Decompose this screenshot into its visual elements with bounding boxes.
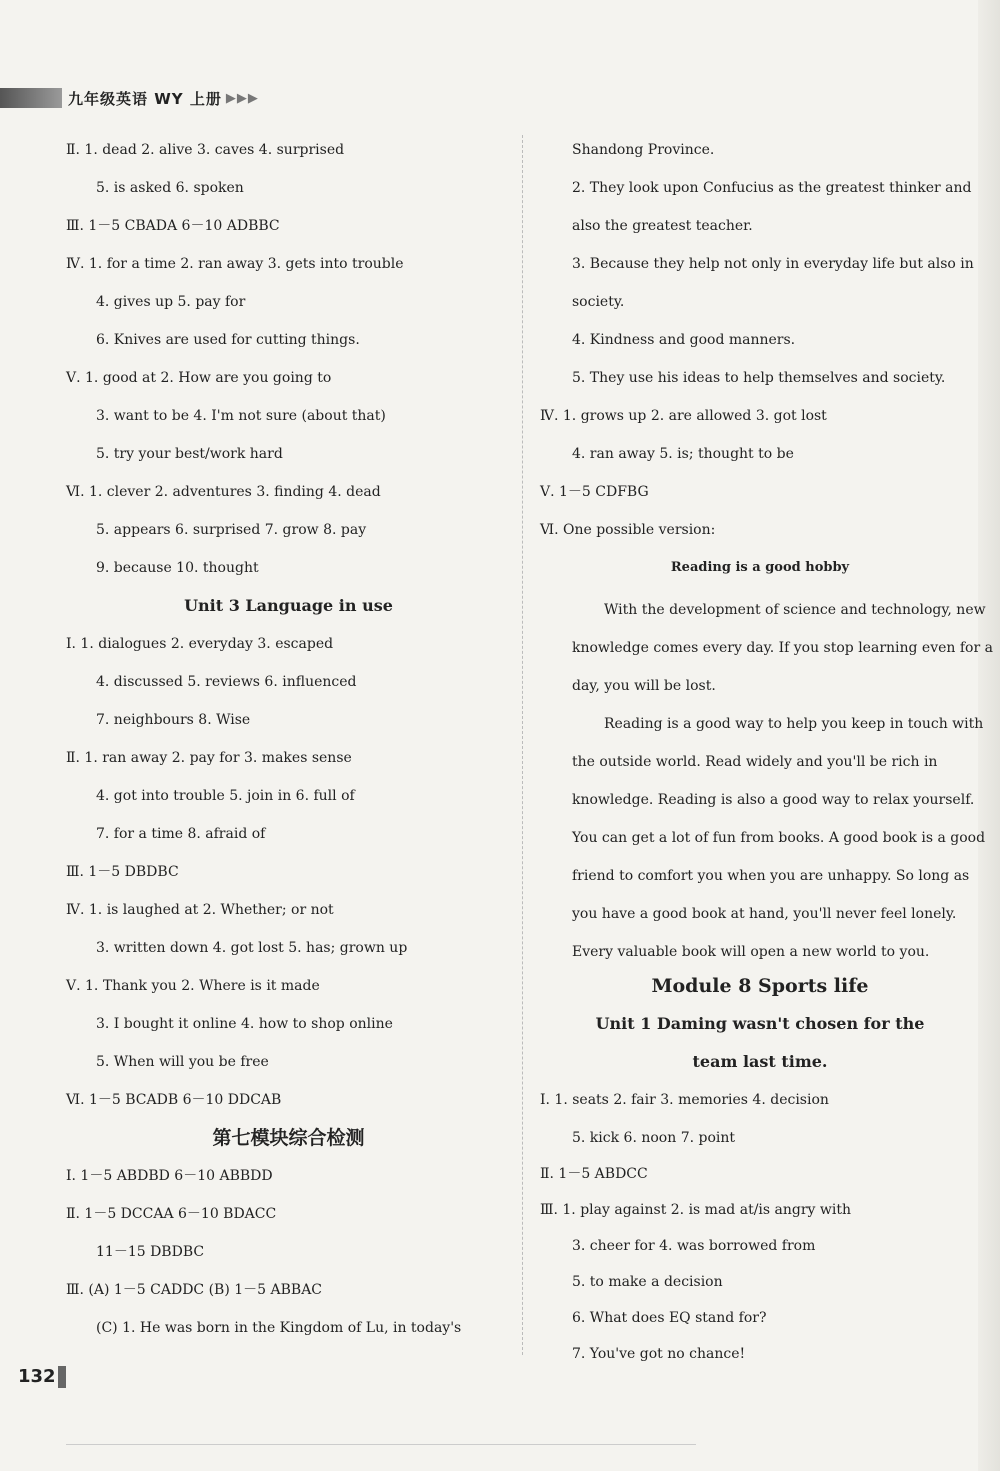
answer-line: Ⅲ. 1－5 DBDBC bbox=[66, 864, 179, 880]
right-column bbox=[540, 135, 993, 1375]
answer-line: Ⅰ. 1－5 ABDBD 6－10 ABBDD bbox=[66, 1168, 273, 1184]
answer-line: Ⅵ. One possible version: bbox=[540, 522, 716, 538]
answer-line: 5. When will you be free bbox=[96, 1054, 269, 1070]
essay-line: knowledge comes every day. If you stop learning even for a bbox=[572, 640, 993, 656]
page-number bbox=[18, 1366, 66, 1388]
answer-line: Ⅳ. 1. is laughed at 2. Whether; or not bbox=[66, 902, 334, 918]
header-arrows-icon: ▶▶▶ bbox=[225, 90, 259, 106]
essay-line: You can get a lot of fun from books. A good book is a good bbox=[572, 830, 986, 846]
answer-line: 5. They use his ideas to help themselves and society. bbox=[572, 370, 946, 386]
answer-line: 3. I bought it online 4. how to shop online bbox=[96, 1016, 393, 1032]
unit-heading-cont: team last time. bbox=[692, 1052, 828, 1071]
left-column bbox=[66, 135, 511, 1351]
page-header bbox=[0, 86, 300, 110]
answer-line: (C) 1. He was born in the Kingdom of Lu, in today's bbox=[96, 1320, 462, 1336]
module-heading: Module 8 Sports life bbox=[651, 975, 869, 997]
answer-line: Ⅱ. 1. ran away 2. pay for 3. makes sense bbox=[66, 750, 352, 766]
bottom-rule bbox=[66, 1444, 696, 1445]
answer-line: 7. You've got no chance! bbox=[572, 1346, 746, 1362]
page-tab-marker bbox=[58, 1366, 66, 1388]
answer-line: 4. gives up 5. pay for bbox=[96, 294, 246, 310]
answer-line: 5. appears 6. surprised 7. grow 8. pay bbox=[96, 522, 367, 538]
page-number-text: 132 bbox=[18, 1366, 56, 1387]
answer-line: Ⅱ. 1－5 DCCAA 6－10 BDACC bbox=[66, 1206, 277, 1222]
essay-title: Reading is a good hobby bbox=[670, 560, 850, 575]
essay-line: Reading is a good way to help you keep in touch with bbox=[604, 716, 984, 732]
answer-line: Ⅴ. 1. Thank you 2. Where is it made bbox=[66, 978, 320, 994]
answer-line: Ⅲ. 1－5 CBADA 6－10 ADBBC bbox=[66, 218, 280, 234]
answer-line: society. bbox=[572, 294, 625, 310]
answer-line: Ⅲ. (A) 1－5 CADDC (B) 1－5 ABBAC bbox=[66, 1282, 323, 1298]
answer-line: 11－15 DBDBC bbox=[96, 1244, 205, 1260]
answer-line: 6. Knives are used for cutting things. bbox=[96, 332, 360, 348]
answer-line: 3. Because they help not only in everyday life but also in bbox=[572, 256, 974, 272]
answer-line: Ⅳ. 1. grows up 2. are allowed 3. got lost bbox=[540, 408, 827, 424]
essay-line: Every valuable book will open a new world to you. bbox=[572, 944, 930, 960]
answer-line: Ⅲ. 1. play against 2. is mad at/is angry with bbox=[540, 1202, 852, 1218]
answer-line: Ⅵ. 1－5 BCADB 6－10 DDCAB bbox=[66, 1092, 282, 1108]
essay-line: you have a good book at hand, you'll never feel lonely. bbox=[572, 906, 957, 922]
answer-line: 7. neighbours 8. Wise bbox=[96, 712, 251, 728]
column-divider bbox=[522, 135, 523, 1355]
answer-line: 3. cheer for 4. was borrowed from bbox=[572, 1238, 816, 1254]
section-heading: 第七模块综合检测 bbox=[212, 1127, 365, 1149]
answer-line: 5. to make a decision bbox=[572, 1274, 723, 1290]
answer-line: 5. try your best/work hard bbox=[96, 446, 283, 462]
essay-line: day, you will be lost. bbox=[572, 678, 716, 694]
answer-line: Ⅴ. 1－5 CDFBG bbox=[540, 484, 649, 500]
answer-line: Ⅱ. 1－5 ABDCC bbox=[540, 1166, 648, 1182]
unit-heading: Unit 1 Daming wasn't chosen for the bbox=[595, 1014, 925, 1033]
answer-line: 9. because 10. thought bbox=[96, 560, 259, 576]
answer-line: 4. ran away 5. is; thought to be bbox=[572, 446, 794, 462]
answer-line: Shandong Province. bbox=[572, 142, 715, 158]
answer-line: 5. kick 6. noon 7. point bbox=[572, 1130, 736, 1146]
answer-line: Ⅰ. 1. dialogues 2. everyday 3. escaped bbox=[66, 636, 334, 652]
answer-line: Ⅱ. 1. dead 2. alive 3. caves 4. surprised bbox=[66, 142, 345, 158]
answer-line: 4. discussed 5. reviews 6. influenced bbox=[96, 674, 357, 690]
answer-line: 3. want to be 4. I'm not sure (about that) bbox=[96, 408, 386, 424]
essay-line: friend to comfort you when you are unhappy. So long as bbox=[572, 868, 970, 884]
answer-line: also the greatest teacher. bbox=[572, 218, 753, 234]
essay-line: With the development of science and technology, new bbox=[604, 602, 986, 618]
header-title: 九年级英语 WY 上册 bbox=[68, 89, 222, 108]
answer-line: Ⅵ. 1. clever 2. adventures 3. finding 4. dead bbox=[66, 484, 381, 500]
answer-line: 3. written down 4. got lost 5. has; grown up bbox=[96, 940, 408, 956]
section-heading: Unit 3 Language in use bbox=[184, 596, 393, 615]
answer-line: Ⅰ. 1. seats 2. fair 3. memories 4. decision bbox=[540, 1092, 829, 1108]
essay-line: the outside world. Read widely and you'll be rich in bbox=[572, 754, 938, 770]
header-bar bbox=[0, 88, 62, 108]
answer-line: 5. is asked 6. spoken bbox=[96, 180, 244, 196]
answer-line: 2. They look upon Confucius as the greatest thinker and bbox=[572, 180, 972, 196]
answer-line: 7. for a time 8. afraid of bbox=[96, 826, 266, 842]
essay-line: knowledge. Reading is also a good way to relax yourself. bbox=[572, 792, 975, 808]
answer-line: 4. got into trouble 5. join in 6. full of bbox=[96, 788, 355, 804]
answer-line: Ⅴ. 1. good at 2. How are you going to bbox=[66, 370, 332, 386]
answer-line: 6. What does EQ stand for? bbox=[572, 1310, 767, 1326]
answer-line: 4. Kindness and good manners. bbox=[572, 332, 796, 348]
answer-line: Ⅳ. 1. for a time 2. ran away 3. gets into trouble bbox=[66, 256, 404, 272]
